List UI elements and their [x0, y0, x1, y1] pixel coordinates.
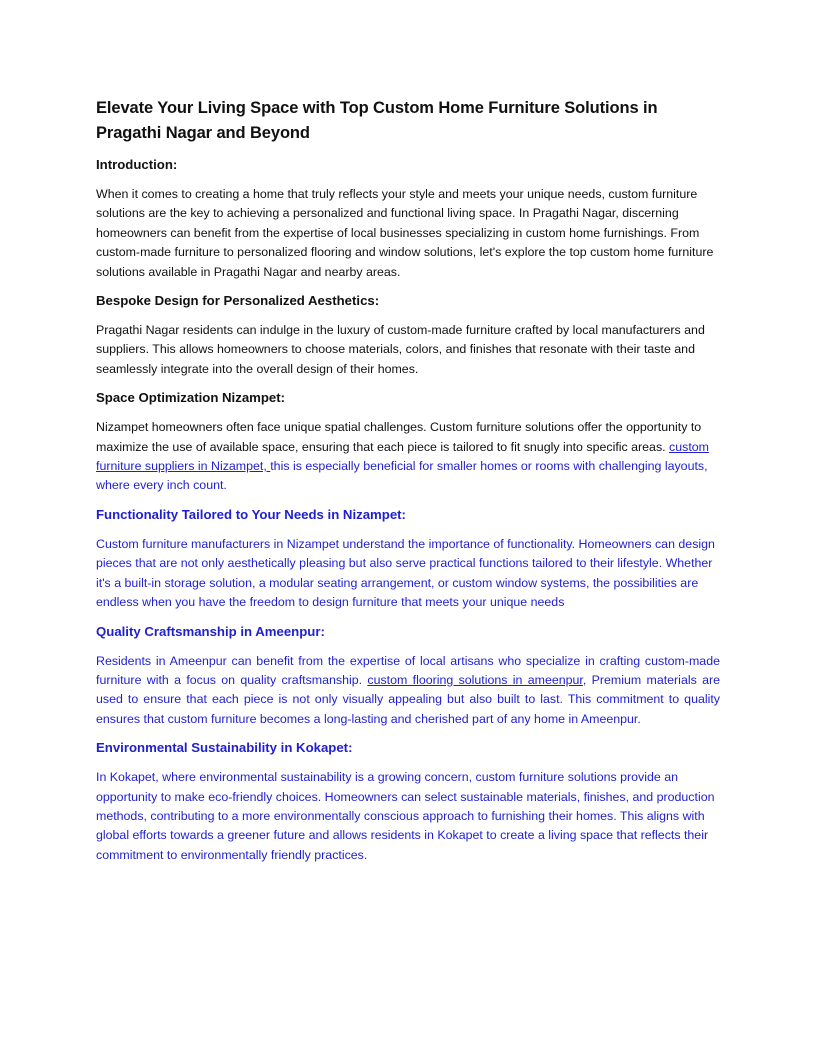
quality-paragraph-start: Residents in Ameenpur can benefit from the expertise of local artisans who specialize in crafting custom-made furniture with a focus on quality craftsmanship.: [96, 653, 720, 687]
quality-heading: Quality Craftsmanship in Ameenpur:: [96, 623, 325, 639]
nizampet-suppliers-link[interactable]: custom furniture suppliers in Nizampet,: [96, 439, 709, 474]
document-title: Elevate Your Living Space with Top Custom Home Furniture Solutions in Pragathi Nagar and Beyond: [96, 99, 658, 142]
space-paragraph: [96, 418, 720, 496]
environment-heading: Environmental Sustainability in Kokapet:: [96, 740, 353, 756]
bespoke-heading: Bespoke Design for Personalized Aesthetics:: [96, 293, 380, 309]
functionality-heading: Functionality Tailored to Your Needs in Nizampet:: [96, 506, 406, 522]
environment-paragraph: In Kokapet, where environmental sustainability is a growing concern, custom furniture solutions provide an opportunity to make eco-friendly choices. Homeowners can select sustainable materials, finishes, and production methods, contributing to a more environmentally conscious approach to furnishing their homes. This aligns with global efforts towards a greener future and allows residents in Kokapet to create a living space that reflects their commitment to environmentally friendly practices.: [96, 770, 715, 862]
space-paragraph-end: this is especially beneficial for smaller homes or rooms with challenging layouts, where every inch count.: [96, 459, 708, 493]
quality-paragraph: [96, 652, 720, 730]
ameenpur-flooring-link[interactable]: custom flooring solutions in ameenpur: [367, 672, 583, 687]
space-paragraph-start: Nizampet homeowners often face unique spatial challenges. Custom furniture solutions offer the opportunity to maximize the use of available space, ensuring that each piece is tailored to fit snugly into specific areas.: [96, 420, 702, 454]
document-page: [96, 96, 720, 874]
functionality-paragraph: Custom furniture manufacturers in Nizampet understand the importance of functionality. Homeowners can design pieces that are not only aesthetically pleasing but also serve practical functions tailored to their lifestyle. Whether it's a built-in storage solution, a modular seating arrangement, or custom window systems, the possibilities are endless when you have the freedom to design furniture that meets your unique needs: [96, 536, 715, 610]
bespoke-paragraph: Pragathi Nagar residents can indulge in the luxury of custom-made furniture crafted by local manufacturers and suppliers. This allows homeowners to choose materials, colors, and finishes that resonate with their taste and seamlessly integrate into the overall design of their homes.: [96, 323, 705, 376]
intro-heading: Introduction:: [96, 157, 178, 172]
intro-paragraph: When it comes to creating a home that truly reflects your style and meets your unique needs, custom furniture solutions are the key to achieving a personalized and functional living space. In Pragathi Nagar, discerning homeowners can benefit from the expertise of local businesses specializing in custom home furnishings. From custom-made furniture to personalized flooring and window solutions, let's explore the top custom home furniture solutions available in Pragathi Nagar and nearby areas.: [96, 187, 714, 279]
quality-paragraph-end: , Premium materials are used to ensure that each piece is not only visually appealing but also built to last. This commitment to quality ensures that custom furniture becomes a long-lasting and cherished part of any home in Ameenpur.: [96, 672, 721, 726]
space-heading: Space Optimization Nizampet:: [96, 390, 286, 406]
